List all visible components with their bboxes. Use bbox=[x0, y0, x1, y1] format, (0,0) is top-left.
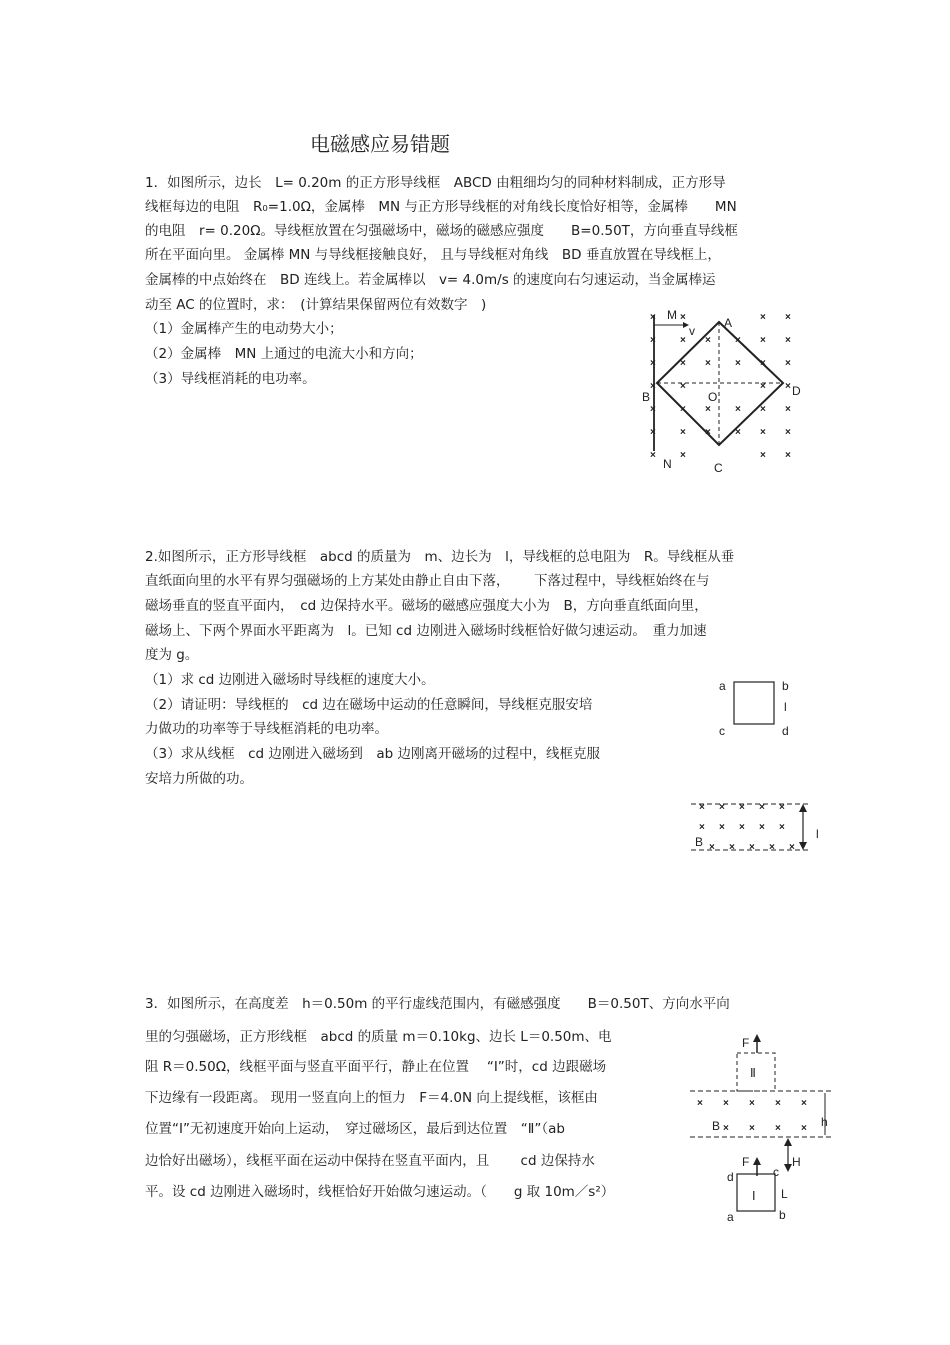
svg-text:×: × bbox=[680, 335, 686, 346]
svg-text:×: × bbox=[719, 802, 725, 813]
svg-text:×: × bbox=[680, 312, 686, 323]
svg-text:×: × bbox=[779, 822, 785, 833]
label-l-field: l bbox=[816, 827, 819, 841]
label-a: a bbox=[727, 1210, 734, 1224]
problem-3-line: 边恰好出磁场），线框平面在运动中保持在竖直平面内，且 cd 边保持水 bbox=[145, 1153, 595, 1169]
label-h: h bbox=[821, 1115, 828, 1129]
frame-position-ii bbox=[737, 1053, 775, 1091]
label-a: a bbox=[719, 679, 726, 693]
svg-text:×: × bbox=[789, 842, 795, 853]
label-f-top: F bbox=[742, 1036, 750, 1050]
problem-2-question: 安培力所做的功。 bbox=[145, 771, 253, 787]
svg-text:×: × bbox=[801, 1098, 807, 1109]
svg-text:×: × bbox=[760, 427, 766, 438]
label-c: c bbox=[773, 1165, 779, 1179]
problem-1-line: 所在平面向里。 金属棒 MN 与导线框接触良好， 且与导线框对角线 BD 垂直放置在导线框上， bbox=[145, 247, 721, 263]
svg-text:×: × bbox=[785, 312, 791, 323]
label-position-ii: Ⅱ bbox=[750, 1066, 756, 1080]
label-b: B bbox=[642, 390, 651, 404]
svg-text:×: × bbox=[723, 1123, 729, 1134]
magnetic-field-crosses bbox=[699, 802, 795, 853]
distance-arrowhead-down bbox=[784, 1164, 792, 1172]
figure-3-lifted-frame bbox=[685, 1030, 840, 1225]
label-d: d bbox=[782, 724, 789, 738]
svg-text:×: × bbox=[749, 1123, 755, 1134]
svg-text:×: × bbox=[650, 312, 656, 323]
label-n: N bbox=[663, 457, 672, 471]
svg-text:×: × bbox=[785, 381, 791, 392]
problem-1-question: （2）金属棒 MN 上通过的电流大小和方向； bbox=[145, 346, 423, 362]
problem-2-line: 2.如图所示，正方形导线框 abcd 的质量为 m、边长为 l，导线框的总电阻为 R。导线框从垂 bbox=[145, 549, 735, 565]
problem-3-line: 里的匀强磁场，正方形线框 abcd 的质量 m＝0.10kg、边长 L＝0.50m、电 bbox=[145, 1029, 612, 1045]
svg-text:×: × bbox=[680, 358, 686, 369]
problem-3-line: 3．如图所示，在高度差 h＝0.50m 的平行虚线范围内，有磁感强度 B＝0.50T、方向水平向 bbox=[145, 996, 730, 1012]
svg-text:×: × bbox=[680, 381, 686, 392]
problem-1-line: 的电阻 r= 0.20Ω。导线框放置在匀强磁场中，磁场的磁感应强度 B=0.50T，方向垂直导线框 bbox=[145, 223, 738, 239]
svg-text:×: × bbox=[697, 1098, 703, 1109]
page-title: 电磁感应易错题 bbox=[310, 132, 450, 156]
problem-2-line: 磁场上、下两个界面水平距离为 l。已知 cd 边刚进入磁场时线框恰好做匀速运动。 重力加速 bbox=[145, 623, 707, 639]
problem-1-line: 金属棒的中点始终在 BD 连线上。若金属棒以 v= 4.0m/s 的速度向右匀速运动，当金属棒运 bbox=[145, 272, 716, 288]
svg-text:×: × bbox=[760, 381, 766, 392]
problem-2-line: 度为 g。 bbox=[145, 647, 199, 663]
label-c: C bbox=[714, 461, 723, 475]
label-b: b bbox=[782, 679, 789, 693]
svg-text:×: × bbox=[735, 358, 741, 369]
svg-text:×: × bbox=[650, 358, 656, 369]
svg-text:×: × bbox=[699, 822, 705, 833]
problem-1-question: （3）导线框消耗的电功率。 bbox=[145, 371, 316, 387]
label-d: D bbox=[792, 384, 801, 398]
label-position-i: Ⅰ bbox=[752, 1189, 756, 1203]
svg-text:×: × bbox=[735, 404, 741, 415]
svg-text:×: × bbox=[760, 335, 766, 346]
problem-3-line: 下边缘有一段距离。 现用一竖直向上的恒力 F＝4.0N 向上提线框，该框由 bbox=[145, 1090, 598, 1106]
problem-2-line: 磁场垂直的竖直平面内， cd 边保持水平。磁场的磁感应强度大小为 B，方向垂直纸面向里， bbox=[145, 598, 708, 614]
label-d: d bbox=[727, 1170, 734, 1184]
svg-text:×: × bbox=[719, 822, 725, 833]
svg-text:×: × bbox=[709, 842, 715, 853]
svg-text:×: × bbox=[705, 404, 711, 415]
svg-text:×: × bbox=[729, 842, 735, 853]
svg-text:×: × bbox=[650, 450, 656, 461]
label-m: M bbox=[667, 308, 677, 322]
svg-text:×: × bbox=[680, 450, 686, 461]
svg-text:×: × bbox=[801, 1123, 807, 1134]
svg-text:×: × bbox=[785, 358, 791, 369]
problem-1-line: 线框每边的电阻 R₀=1.0Ω，金属棒 MN 与正方形导线框的对角线长度恰好相等，金属棒 MN bbox=[145, 199, 737, 215]
problem-1-line: 动至 AC 的位置时，求： (计算结果保留两位有效数字 ) bbox=[145, 297, 487, 313]
height-arrowhead-up bbox=[799, 804, 807, 812]
frame-position-i bbox=[737, 1174, 775, 1211]
svg-text:×: × bbox=[650, 427, 656, 438]
problem-1-line: 1．如图所示，边长 L= 0.20m 的正方形导线框 ABCD 由粗细均匀的同种材料制成，正方形导 bbox=[145, 175, 726, 191]
svg-text:×: × bbox=[699, 802, 705, 813]
force-arrowhead-bottom bbox=[753, 1157, 761, 1165]
label-l-side: l bbox=[784, 700, 787, 714]
label-f-bottom: F bbox=[742, 1155, 750, 1169]
svg-text:×: × bbox=[739, 822, 745, 833]
label-h-upper: H bbox=[792, 1155, 801, 1169]
svg-text:×: × bbox=[760, 358, 766, 369]
label-l: L bbox=[781, 1187, 788, 1201]
svg-text:×: × bbox=[680, 404, 686, 415]
svg-text:×: × bbox=[735, 335, 741, 346]
svg-text:×: × bbox=[705, 335, 711, 346]
label-v: v bbox=[689, 324, 695, 338]
problem-2-question: （2）请证明：导线框的 cd 边在磁场中运动的任意瞬间，导线框克服安培 bbox=[145, 697, 593, 713]
svg-text:×: × bbox=[775, 1098, 781, 1109]
svg-text:×: × bbox=[735, 427, 741, 438]
problem-3-line: 位置“Ⅰ”无初速度开始向上运动， 穿过磁场区，最后到达位置 “Ⅱ”（ab bbox=[145, 1121, 565, 1137]
label-b-field: B bbox=[695, 835, 704, 849]
label-o: O bbox=[708, 390, 718, 404]
label-a: A bbox=[724, 316, 733, 330]
problem-1-question: （1）金属棒产生的电动势大小； bbox=[145, 321, 343, 337]
svg-text:×: × bbox=[785, 335, 791, 346]
problem-3-line: 阻 R＝0.50Ω，线框平面与竖直平面平行，静止在位置 “I”时，cd 边跟磁场 bbox=[145, 1059, 607, 1075]
svg-text:×: × bbox=[749, 842, 755, 853]
svg-text:×: × bbox=[705, 358, 711, 369]
force-arrowhead-top bbox=[753, 1034, 761, 1042]
svg-text:×: × bbox=[760, 312, 766, 323]
svg-text:×: × bbox=[760, 450, 766, 461]
svg-text:×: × bbox=[723, 1098, 729, 1109]
height-arrowhead-down bbox=[799, 842, 807, 850]
problem-3-line: 平。设 cd 边刚进入磁场时，线框恰好开始做匀速运动。（ g 取 10m／s²） bbox=[145, 1184, 615, 1200]
svg-text:×: × bbox=[650, 404, 656, 415]
svg-text:×: × bbox=[760, 404, 766, 415]
square-frame-abcd bbox=[734, 682, 774, 724]
svg-text:×: × bbox=[779, 802, 785, 813]
svg-text:×: × bbox=[650, 381, 656, 392]
problem-2-question: （3）求从线框 cd 边刚进入磁场到 ab 边刚离开磁场的过程中，线框克服 bbox=[145, 746, 601, 762]
svg-text:×: × bbox=[759, 822, 765, 833]
distance-arrowhead-up bbox=[784, 1138, 792, 1146]
svg-text:×: × bbox=[705, 427, 711, 438]
svg-text:×: × bbox=[769, 842, 775, 853]
svg-text:×: × bbox=[785, 450, 791, 461]
svg-text:×: × bbox=[785, 404, 791, 415]
svg-text:×: × bbox=[759, 802, 765, 813]
label-b-field: B bbox=[712, 1119, 721, 1133]
svg-text:×: × bbox=[785, 427, 791, 438]
problem-2-question: 力做功的功率等于导线框消耗的电功率。 bbox=[145, 721, 388, 737]
svg-text:×: × bbox=[680, 427, 686, 438]
svg-text:×: × bbox=[650, 335, 656, 346]
svg-text:×: × bbox=[749, 1098, 755, 1109]
svg-text:×: × bbox=[739, 802, 745, 813]
problem-2-question: （1）求 cd 边刚进入磁场时导线框的速度大小。 bbox=[145, 672, 435, 688]
figure-1-square-frame bbox=[635, 305, 810, 480]
label-c: c bbox=[719, 724, 725, 738]
svg-text:×: × bbox=[775, 1123, 781, 1134]
label-b: b bbox=[779, 1208, 786, 1222]
magnetic-field-crosses bbox=[650, 312, 791, 461]
figure-2-falling-frame bbox=[685, 670, 825, 860]
problem-2-line: 直纸面向里的水平有界匀强磁场的上方某处由静止自由下落， 下落过程中，导线框始终在与 bbox=[145, 573, 710, 589]
